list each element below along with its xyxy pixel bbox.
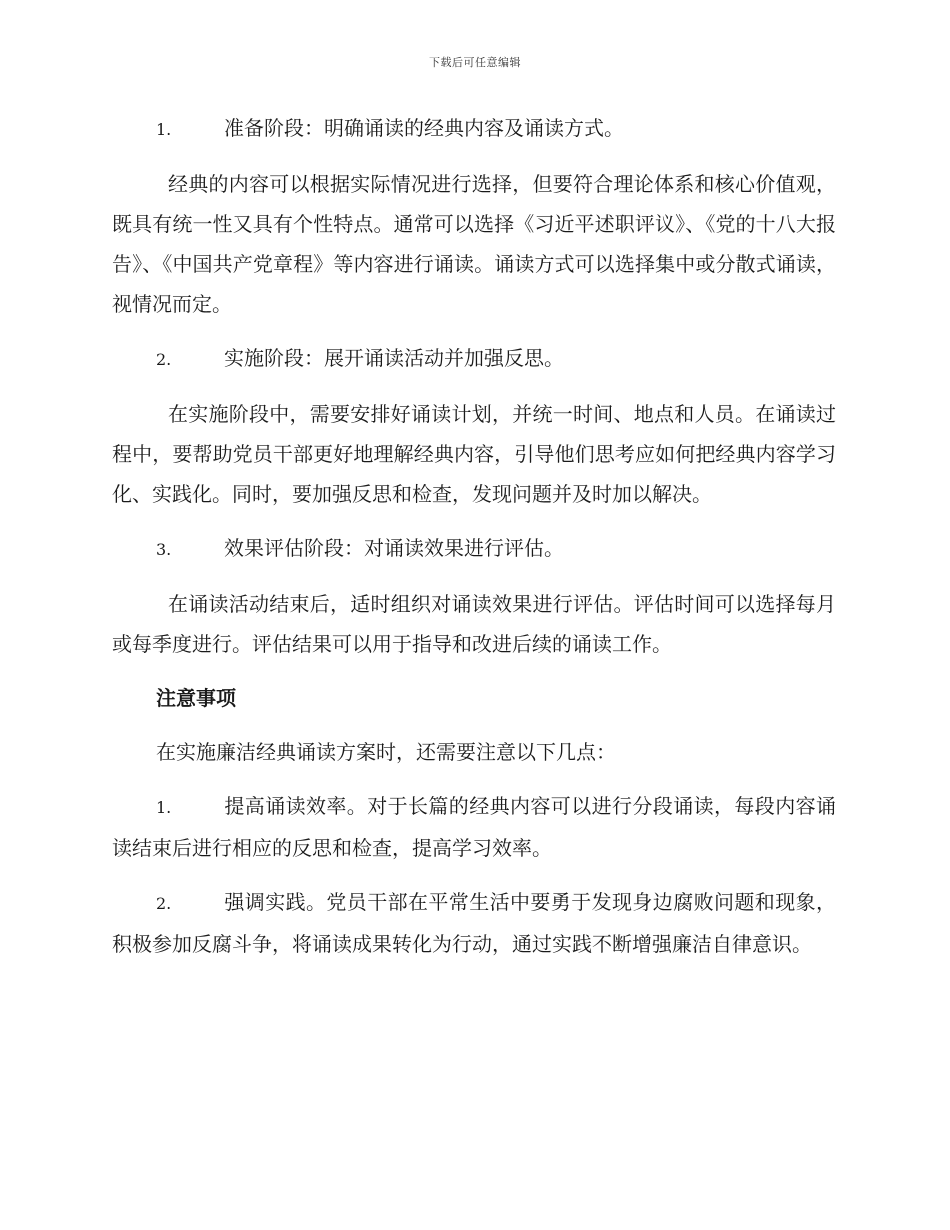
section-1-body: 经典的内容可以根据实际情况进行选择，但要符合理论体系和核心价值观，既具有统一性又具有个性特点。通常可以选择《习近平述职评议》、《党的十八大报告》、《中国共产党章程》等内容进行诵读。诵读方式可以选择集中或分散式诵读，视情况而定。 [112,172,836,316]
section-1-title [112,108,836,150]
section-3-title [112,528,836,570]
document-body [112,108,836,978]
note-1-text: 提高诵读效率。对于长篇的经典内容可以进行分段诵读，每段内容诵读结束后进行相应的反思和检查，提高学习效率。 [112,794,836,860]
section-2-body: 在实施阶段中，需要安排好诵读计划，并统一时间、地点和人员。在诵读过程中，要帮助党员干部更好地理解经典内容，引导他们思考应如何把经典内容学习化、实践化。同时，要加强反思和检查，发现问题并及时加以解决。 [112,402,836,506]
page-header: 下载后可任意编辑 [429,56,521,69]
section-1-title-text: 准备阶段：明确诵读的经典内容及诵读方式。 [224,116,624,140]
note-2-text: 强调实践。党员干部在平常生活中要勇于发现身边腐败问题和现象，积极参加反腐斗争，将诵读成果转化为行动，通过实践不断增强廉洁自律意识。 [112,890,836,956]
section-1-number: 1. [156,120,172,139]
note-2 [112,882,836,964]
notes-intro: 在实施廉洁经典诵读方案时，还需要注意以下几点： [156,740,616,764]
note-1 [112,786,836,868]
section-3-body: 在诵读活动结束后，适时组织对诵读效果进行评估。评估时间可以选择每月或每季度进行。评估结果可以用于指导和改进后续的诵读工作。 [112,592,836,656]
section-3-number: 3. [156,540,172,559]
section-2-title-text: 实施阶段：展开诵读活动并加强反思。 [224,346,564,370]
notes-heading: 注意事项 [156,686,236,710]
section-3-title-text: 效果评估阶段：对诵读效果进行评估。 [224,536,564,560]
note-2-number: 2. [156,894,172,913]
section-2-number: 2. [156,350,172,369]
note-1-number: 1. [156,798,172,817]
section-2-title [112,338,836,380]
